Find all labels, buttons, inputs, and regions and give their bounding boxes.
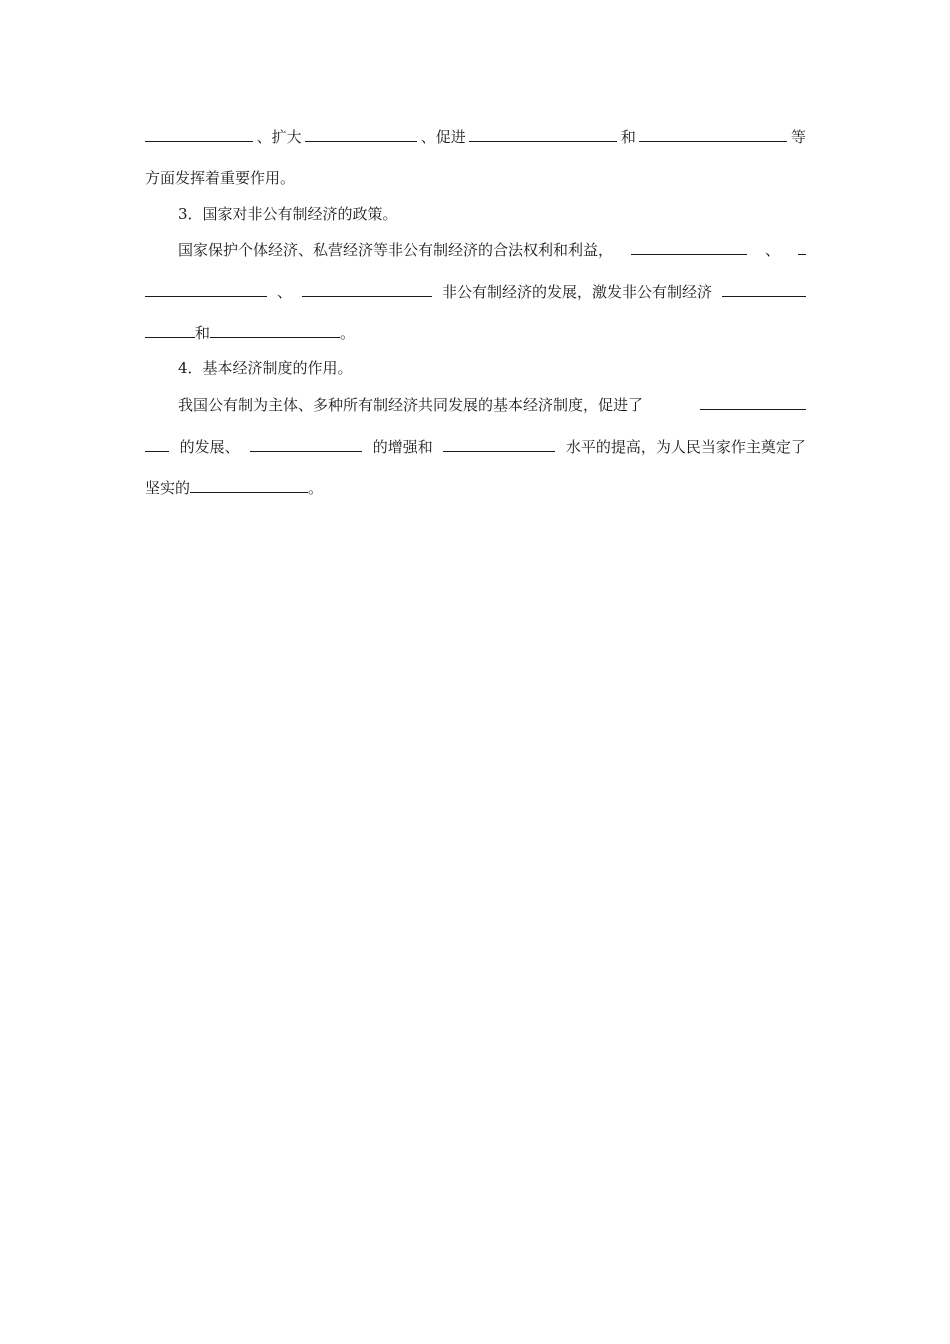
fill-blank[interactable] [145,435,169,452]
fill-blank[interactable] [250,435,362,452]
q4-line-1 [178,393,806,417]
q3-line3-mid: 和 [195,324,211,342]
fill-blank[interactable] [700,393,806,410]
q4-line2-c: 水平的提高，为人民当家作主奠定了 [565,438,806,456]
q3-line2-sep: 、 [276,283,292,301]
q2-tail: 等 [790,128,806,146]
q4-line2-b: 的增强和 [372,438,433,456]
q4-line-3 [145,476,806,500]
q3-line1-sep: 、 [764,241,780,259]
q3-line-2 [145,280,806,304]
fill-blank[interactable] [145,280,267,297]
q3-line-3 [145,321,806,345]
q3-heading: 3．国家对非公有制经济的政策。 [178,205,398,223]
q2-sep-2: 、促进 [420,128,466,146]
fill-blank[interactable] [190,476,308,493]
fill-blank[interactable] [145,321,195,338]
fill-blank[interactable] [639,125,787,142]
q2-sep-3: 和 [620,128,636,146]
q4-line-2 [145,435,806,459]
fill-blank[interactable] [302,280,432,297]
q3-line1-text: 国家保护个体经济、私营经济等非公有制经济的合法权利和利益， [178,241,614,259]
q4-line1-text: 我国公有制为主体、多种所有制经济共同发展的基本经济制度，促进了 [178,396,644,414]
q2-line-1 [145,125,806,149]
q4-line2-a: 的发展、 [179,438,240,456]
fill-blank[interactable] [631,238,747,255]
q2-sep-1: 、扩大 [256,128,302,146]
q4-line3-end: 。 [308,479,324,497]
fill-blank[interactable] [145,125,253,142]
fill-blank[interactable] [305,125,417,142]
q3-line3-end: 。 [340,324,356,342]
fill-blank[interactable] [210,321,340,338]
q4-line3-text: 坚实的 [145,479,191,497]
q2-line-2: 方面发挥着重要作用。 [145,169,296,187]
fill-blank[interactable] [469,125,617,142]
fill-blank[interactable] [798,238,806,255]
fill-blank[interactable] [722,280,806,297]
fill-blank[interactable] [443,435,555,452]
q4-heading: 4．基本经济制度的作用。 [178,359,353,377]
q3-line2-text: 非公有制经济的发展，激发非公有制经济 [441,283,712,301]
q3-line-1 [178,238,806,262]
